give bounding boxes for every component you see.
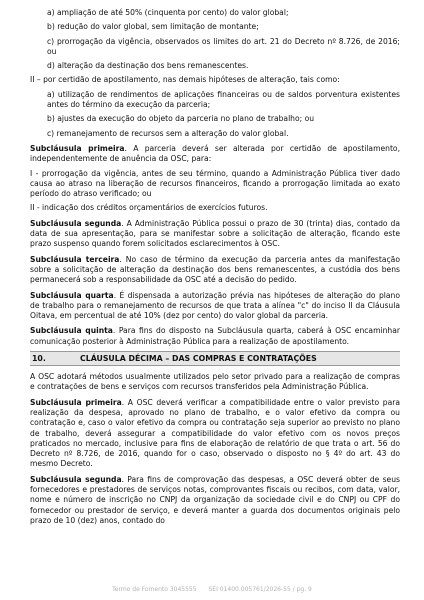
subclause-paragraph: Subcláusula primeira. A OSC deverá verificar a compatibilidade entre o valor previsto para realização da despesa, aprovado no plano de trabalho, e o valor efetivo da compra ou contratação e, caso o valor efetivo da compra ou contratação seja superior ao previsto no plano de trabalho, deverá assegurar a compatibilidade do valor efetivo com os novos preços praticados no mercado, inclusive para fins de elaboração de relatório de que trata o art. 56 do Decreto nº 8.726, de 2016, quando for o caso, observado o disposto no § 4º do art. 43 do mesmo Decreto. <box>30 397 400 469</box>
subclause-label: Subcláusula terceira <box>30 254 120 264</box>
subclause-paragraph: Subcláusula segunda. A Administração Pública possui o prazo de 30 (trinta) dias, contado da data de sua apresentação, para se manifestar sobre a solicitação de alteração, ficando este prazo suspenso quando forem solicitados esclarecimentos à OSC. <box>30 218 400 249</box>
paragraph: b) ajustes da execução do objeto da parceria no plano de trabalho; ou <box>47 114 315 124</box>
clause-title: CLÁUSULA DÉCIMA – DAS COMPRAS E CONTRATAÇÕES <box>80 354 317 364</box>
subclause-paragraph: Subcláusula quarta. É dispensada a autorização prévia nas hipóteses de alteração do plano de trabalho para o remanejamento de recursos de que trata a alínea "c" do inciso II da Cláusula Oitava, em percentual de até 10% (dez por cento) do valor global da parceria. <box>30 290 400 321</box>
subclause-label: Subcláusula segunda <box>30 218 122 228</box>
paragraph: d) alteração da destinação dos bens remanescentes. <box>47 61 249 71</box>
document-body <box>30 8 400 530</box>
subclause-label: Subcláusula primeira <box>30 143 125 153</box>
subclause-label: Subcláusula segunda <box>30 474 122 484</box>
subclause-label: Subcláusula quarta <box>30 290 114 300</box>
paragraph: II - indicação dos créditos orçamentários de exercícios futuros. <box>30 203 268 213</box>
paragraph: I - prorrogação da vigência, antes de seu término, quando a Administração Pública tiver dado causa ao atraso na liberação de recursos financeiros, ficando a prorrogação limitada ao exato período do atraso verificado; ou <box>30 168 400 199</box>
subclause-paragraph: Subcláusula segunda. Para fins de comprovação das despesas, a OSC deverá obter de seus fornecedores e prestadores de serviços notas, comprovantes fiscais ou recibos, com data, valor, nome e número de inscrição no CNPJ da organização da sociedade civil e do CNPJ ou CPF do fornecedor ou prestador de serviço, e deverá manter a guarda dos documentos originais pelo prazo de 10 (dez) anos, contado do <box>30 474 400 525</box>
subclause-paragraph: Subcláusula primeira. A parceria deverá ser alterada por certidão de apostilamento, independentemente de anuência da OSC, para: <box>30 143 400 164</box>
paragraph: a) utilização de rendimentos de aplicações financeiras ou de saldos porventura existentes antes do término da execução da parceria; <box>47 89 400 110</box>
subclause-paragraph: Subcláusula terceira. No caso de término da execução da parceria antes da manifestação sobre a solicitação de alteração da destinação dos bens remanescentes, a custódia dos bens permanecerá sob a responsabilidade da OSC até a decisão do pedido. <box>30 254 400 285</box>
paragraph: A OSC adotará métodos usualmente utilizados pelo setor privado para a realização de compras e contratações de bens e serviços com recursos transferidos pela Administração Pública. <box>30 372 400 392</box>
clause-heading <box>30 351 400 366</box>
clause-number: 10. <box>32 354 46 364</box>
subclause-label: Subcláusula quinta <box>30 326 113 336</box>
paragraph: c) remanejamento de recursos sem a alteração do valor global. <box>47 128 289 138</box>
subclause-paragraph: Subcláusula quinta. Para fins do disposto na Subcláusula quarta, caberá à OSC encaminhar comunicação posterior à Administração Pública para a realização de apostilamento. <box>30 326 400 346</box>
paragraph: b) redução do valor global, sem limitação de montante; <box>47 22 259 32</box>
footer-sei-reference: SEI 01400.005761/2026-55 / pg. 9 <box>208 586 312 593</box>
paragraph: a) ampliação de até 50% (cinquenta por cento) do valor global; <box>47 8 289 17</box>
paragraph: II – por certidão de apostilamento, nas demais hipóteses de alteração, tais como: <box>30 75 340 85</box>
paragraph: c) prorrogação da vigência, observados os limites do art. 21 do Decreto nº 8.726, de 2016; ou <box>47 36 400 56</box>
subclause-label: Subcláusula primeira <box>30 397 122 407</box>
page-footer <box>0 585 424 595</box>
footer-document-name: Termo de Fomento 3045555 <box>112 586 197 593</box>
